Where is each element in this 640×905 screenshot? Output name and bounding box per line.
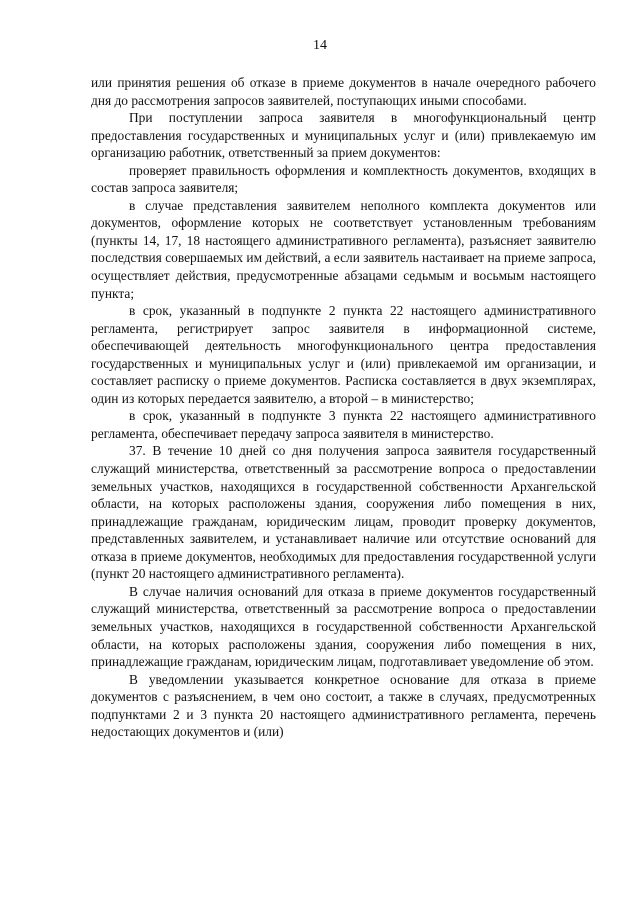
paragraph: или принятия решения об отказе в приеме документов в начале очередного рабочего дня до рассмотрения запросов заявителей, поступающих иными способами. — [91, 75, 596, 108]
page-number: 14 — [313, 38, 327, 53]
paragraph: в срок, указанный в подпункте 3 пункта 22 настоящего административного регламента, обеспечивает передачу запроса заявителя в министерство. — [91, 408, 596, 441]
paragraph: 37. В течение 10 дней со дня получения запроса заявителя государственный служащий министерства, ответственный за рассмотрение вопроса о предоставлении земельных участков, находящихся в государственной собственности Архангельской области, на которых расположены здания, сооружения либо помещения в них, принадлежащие гражданам, юридическим лицам, проводит проверку документов, представленных заявителем, и устанавливает наличие или отсутствие оснований для отказа в приеме документов, необходимых для предоставления государственной услуги (пункт 20 настоящего административного регламента). — [91, 443, 596, 582]
paragraph: В случае наличия оснований для отказа в приеме документов государственный служащий министерства, ответственный за рассмотрение вопроса о предоставлении земельных участков, находящихся в государственной собственности Архангельской области, на которых расположены здания, сооружения либо помещения в них, принадлежащие гражданам, юридическим лицам, подготавливает уведомление об этом. — [91, 583, 596, 670]
paragraph: в срок, указанный в подпункте 2 пункта 22 настоящего административного регламента, регистрирует запрос заявителя в информационной системе, обеспечивающей деятельность многофункционального центра предоставления государственных и муниципальных услуг и (или) привлекаемой им организации, и составляет расписку о приеме документов. Расписка составляется в двух экземплярах, один из которых передается заявителю, а второй – в министерство; — [91, 303, 596, 406]
paragraph: При поступлении запроса заявителя в многофункциональный центр предоставления государственных и муниципальных услуг и (или) привлекаемую им организацию работник, ответственный за прием документов: — [91, 110, 596, 161]
document-body — [91, 74, 596, 741]
paragraph: В уведомлении указывается конкретное основание для отказа в приеме документов с разъяснением, в чем оно состоит, а также в случаях, предусмотренных подпунктами 2 и 3 пункта 20 настоящего административного регламента, перечень недостающих документов и (или) — [91, 671, 596, 740]
paragraph: в случае представления заявителем неполного комплекта документов или документов, оформление которых не соответствует установленным требованиям (пункты 14, 17, 18 настоящего административного регламента), разъясняет заявителю последствия совершаемых им действий, а если заявитель настаивает на приеме запроса, осуществляет действия, предусмотренные абзацами седьмым и восьмым настоящего пункта; — [91, 197, 596, 301]
paragraph: проверяет правильность оформления и комплектность документов, входящих в состав запроса заявителя; — [91, 162, 596, 196]
